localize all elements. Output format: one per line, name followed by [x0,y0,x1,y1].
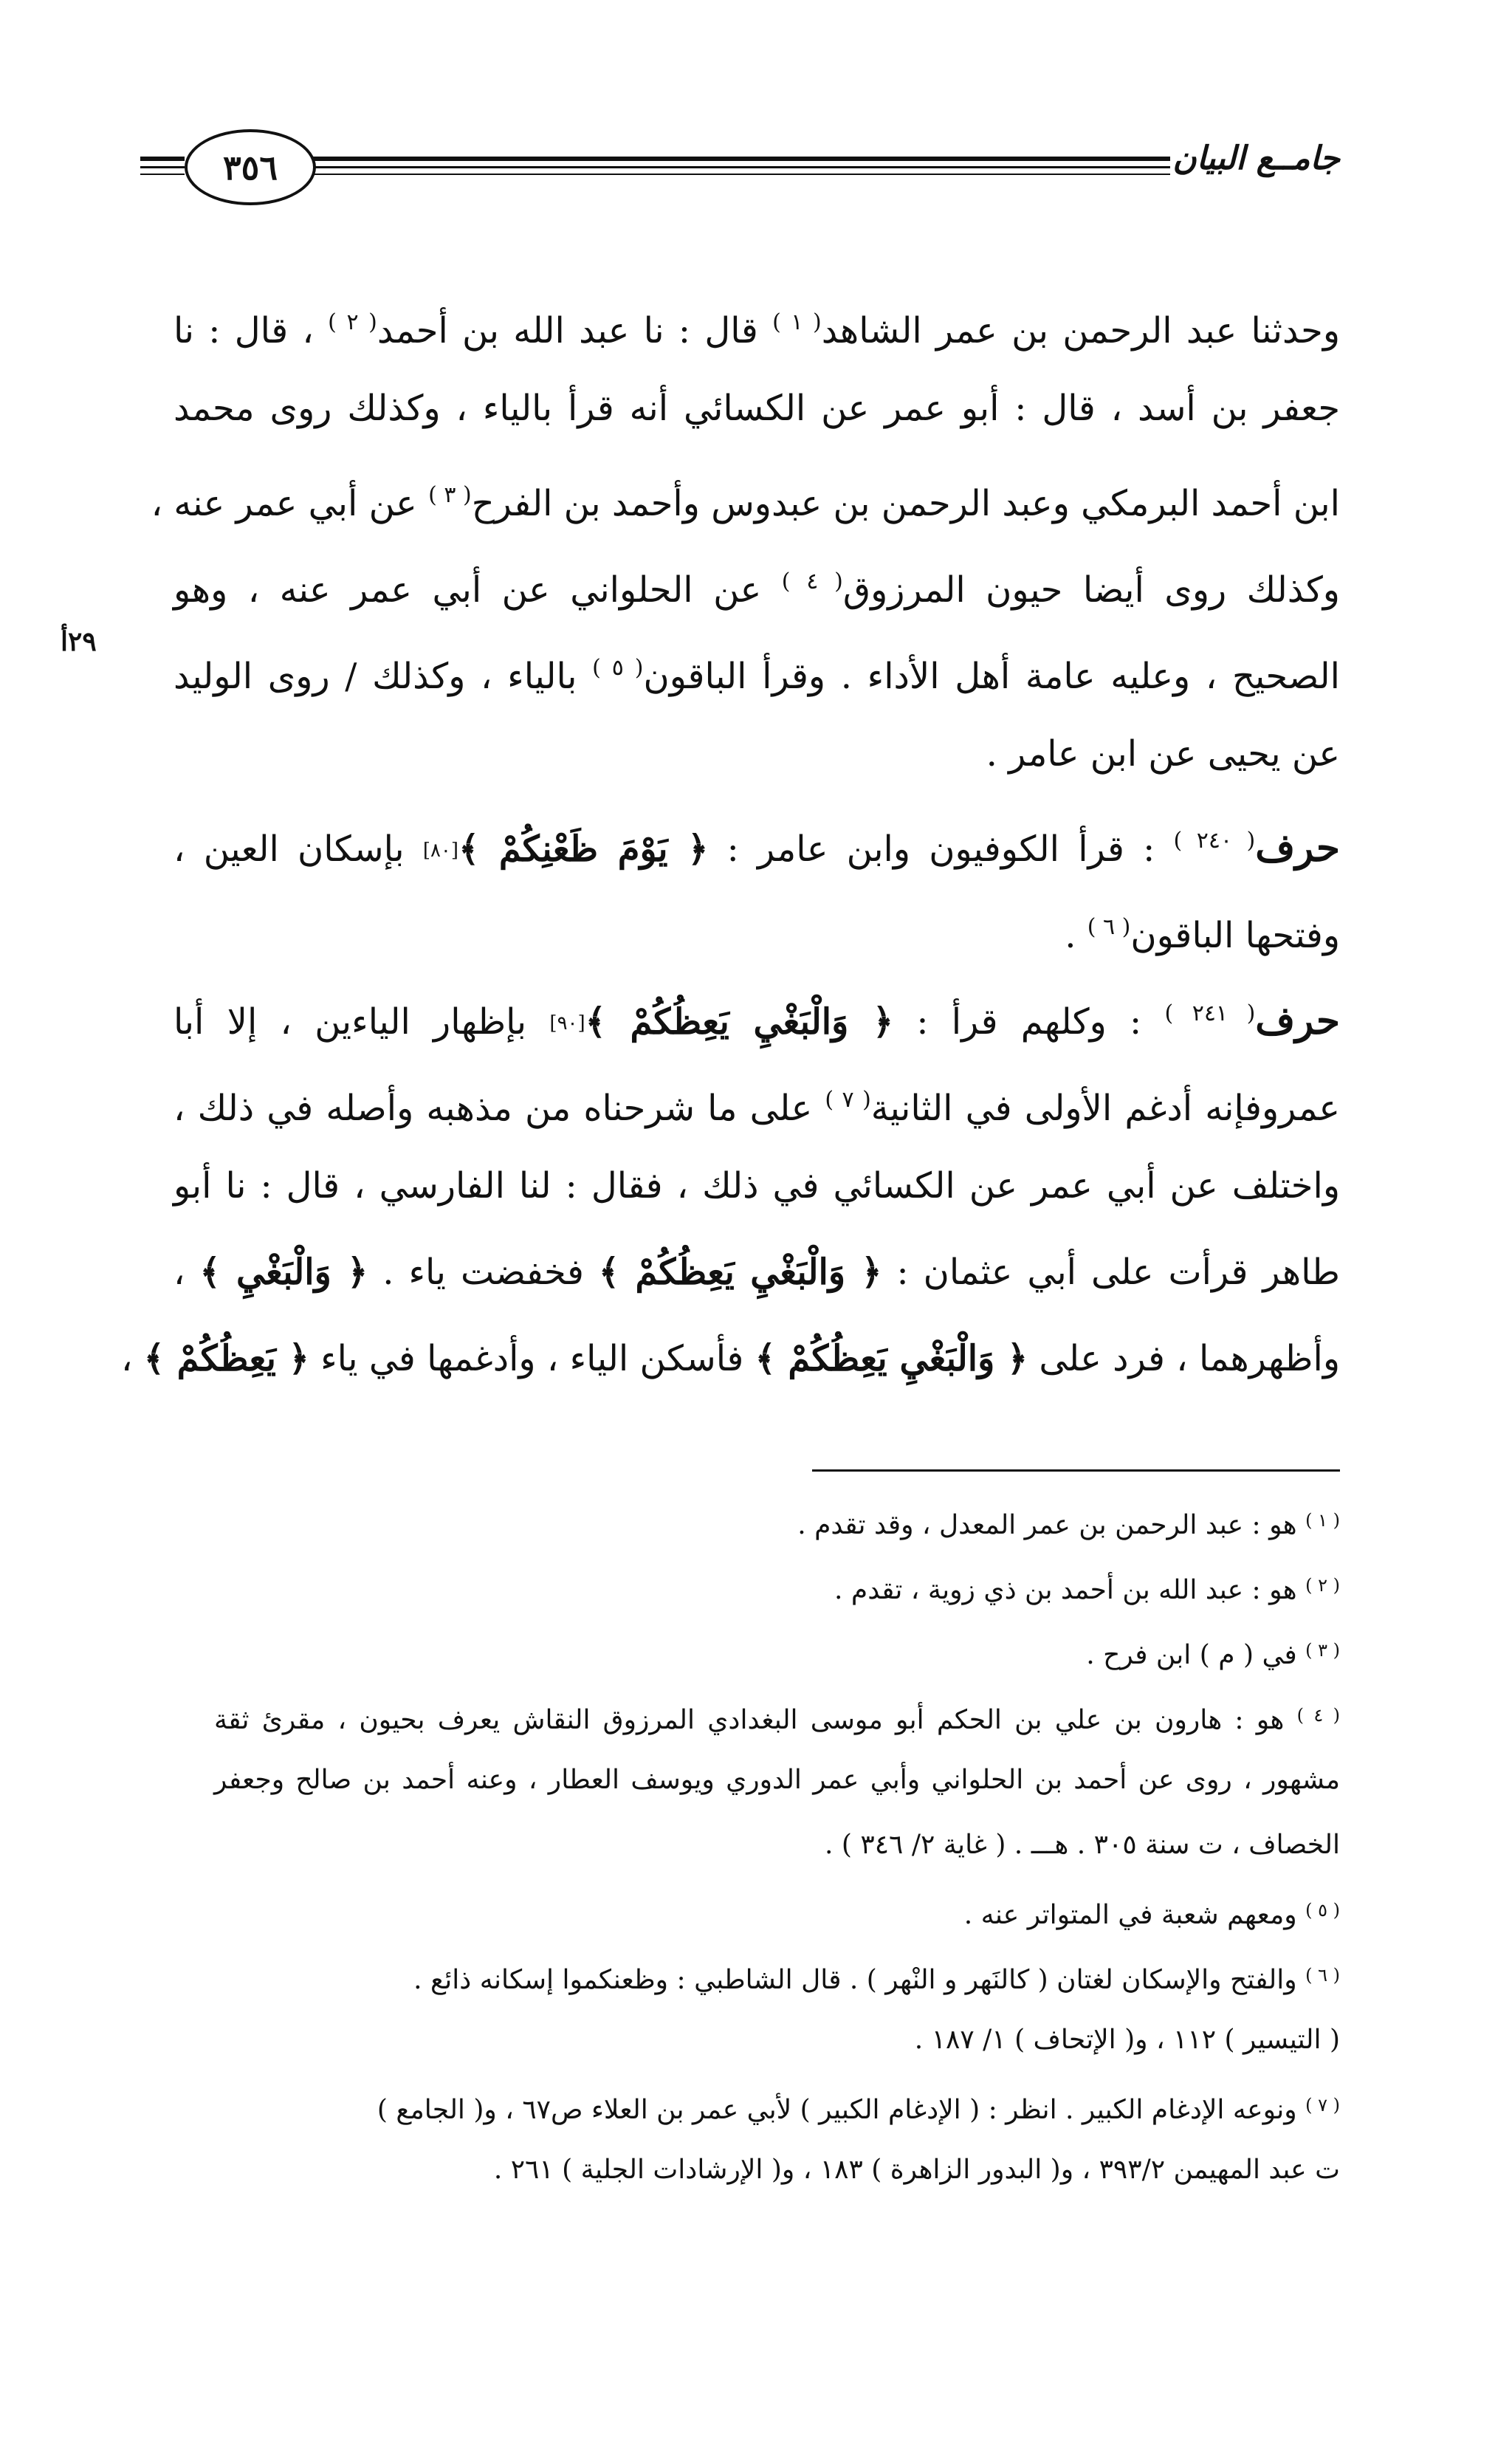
harf-241-line: حرف$^{( ٢٤١ )}$ : وكلهم قرأ : ﴿ وَالْبَغْيِ يَعِظُكُمْ ﴾[٩٠] بإظهار الياءين ، إلا أبا [173,998,1341,1043]
footnote: $^{( ١ )}$ هو : عبد الرحمن بن عمر المعدل ، وقد تقدم . [797,1510,1340,1540]
text-line: وأظهرهما ، فرد على ﴿ وَالْبَغْيِ يَعِظُكُمْ ﴾ فأسكن الياء ، وأدغمها في ياء ﴿ يَعِظُكُمْ ﴾ ، [121,1338,1340,1379]
footnote: $^{( ٧ )}$ ونوعه الإدغام الكبير . انظر : ( الإدغام الكبير ) لأبي عمر بن العلاء ص٦٧ ، و( الجامع ) [377,2095,1340,2125]
footnote-continuation: مشهور ، روى عن أحمد بن الحلواني وأبي عمر الدوري ويوسف العطار ، وعنه أحمد بن صالح وجعفر [214,1765,1340,1795]
text-line: ابن أحمد البرمكي وعبد الرحمن بن عبدوس وأحمد بن الفرح$^{( ٣ )}$ عن أبي عمر عنه ، [151,482,1340,524]
footnote: $^{( ٥ )}$ ومعهم شعبة في المتواتر عنه . [963,1900,1340,1930]
page-number: ٣٥٦ [185,129,316,205]
text-line: وفتحها الباقون$^{( ٦ )}$ . [1065,914,1340,956]
text-line: الصحيح ، وعليه عامة أهل الأداء . وقرأ الباقون$^{( ٥ )}$ بالياء ، وكذلك / روى الوليد [173,655,1340,697]
text-line: جعفر بن أسد ، قال : أبو عمر عن الكسائي أنه قرأ بالياء ، وكذلك روى محمد [173,388,1340,429]
header-rule [140,174,185,175]
footnote: $^{( ٤ )}$ هو : هارون بن علي بن الحكم أبو موسى البغدادي المرزوق النقاش يعرف بحيون ، مقرئ ثقة [214,1705,1341,1735]
header-rule [310,174,1170,175]
harf-number: ( ٢٤١ ) [1164,1001,1256,1026]
header-rule [140,166,185,168]
footnote: $^{( ٦ )}$ والفتح والإسكان لغتان ( كالنَهر و النْهر ) . قال الشاطبي : وظعنكموا إسكانه ذائع . [413,1965,1340,1995]
text-line: عمروفإنه أدغم الأولى في الثانية$^{( ٧ )}$ على ما شرحناه من مذهبه وأصله في ذلك ، [173,1087,1340,1129]
footnote: $^{( ٢ )}$ هو : عبد الله بن أحمد بن ذي زوية ، تقدم . [834,1575,1340,1605]
text-line: وكذلك روى أيضا حيون المرزوق$^{( ٤ )}$ عن الحلواني عن أبي عمر عنه ، وهو [173,569,1340,611]
quran-quote: ﴿ وَالْبَغْيِ ﴾ [199,1252,368,1293]
harf-label: حرف [1255,826,1340,871]
footnote-separator [812,1469,1340,1472]
footnote-continuation: ( التيسير ) ١١٢ ، و( الإتحاف ) ١/ ١٨٧ . [914,2025,1340,2055]
book-title: جامــع البيان [1172,140,1340,177]
footnote-ref: ( ٢ ) [328,309,377,335]
header-rule [140,157,185,161]
footnote-ref: ( ٥ ) [592,655,644,681]
footnote-ref: ( ٦ ) [1087,914,1131,940]
main-text [121,279,1341,1402]
footnote-ref: ( ٣ ) [428,482,472,508]
quran-quote: ﴿ يَعِظُكُمْ ﴾ [143,1338,309,1379]
footnotes [214,1488,1340,2203]
verse-ref: [٨٠] [422,840,459,862]
footnote-ref: ( ١ ) [772,309,822,335]
page-header [140,129,1340,210]
footnote-continuation: الخصاف ، ت سنة ٣٠٥ . هـــ . ( غاية ٢/ ٣٤٦ ) . [825,1830,1340,1860]
quran-quote: ﴿ يَوْمَ ظَعْنِكُمْ ﴾ [458,828,709,870]
text-line: طاهر قرأت على أبي عثمان : ﴿ وَالْبَغْيِ يَعِظُكُمْ ﴾ فخفضت ياء . ﴿ وَالْبَغْيِ ﴾ ، [173,1252,1341,1293]
footnote-ref: ( ٧ ) [825,1087,871,1113]
text-line: واختلف عن أبي عمر عن الكسائي في ذلك ، فقال : لنا الفارسي ، قال : نا أبو [173,1165,1340,1207]
margin-folio-note: ٢٩أ [61,626,97,657]
quran-quote: ﴿ وَالْبَغْيِ يَعِظُكُمْ ﴾ [598,1252,882,1293]
harf-240-line: حرف$^{( ٢٤٠ )}$ : قرأ الكوفيون وابن عامر : ﴿ يَوْمَ ظَعْنِكُمْ ﴾[٨٠] بإسكان العين ، [173,826,1340,871]
header-rule [310,157,1170,161]
header-rule [310,166,1170,168]
text-line: وحدثنا عبد الرحمن بن عمر الشاهد$^{( ١ )}$ قال : نا عبد الله بن أحمد$^{( ٢ )}$ ، قال : نا [173,309,1341,351]
quran-quote: ﴿ وَالْبَغْيِ يَعِظُكُمْ ﴾ [585,1001,894,1043]
verse-ref: [٩٠] [549,1012,585,1034]
footnote: $^{( ٣ )}$ في ( م ) ابن فرح . [1086,1640,1340,1670]
footnote-ref: ( ٤ ) [781,569,843,594]
harf-number: ( ٢٤٠ ) [1173,828,1256,854]
footnote-continuation: ت عبد المهيمن ٣٩٣/٢ ، و( البدور الزاهرة ) ١٨٣ ، و( الإرشادات الجلية ) ٢٦١ . [493,2155,1340,2185]
quran-quote: ﴿ وَالْبَغْيِ يَعِظُكُمْ ﴾ [755,1338,1028,1379]
harf-label: حرف [1255,998,1341,1043]
text-line: عن يحيى عن ابن عامر . [986,733,1340,775]
